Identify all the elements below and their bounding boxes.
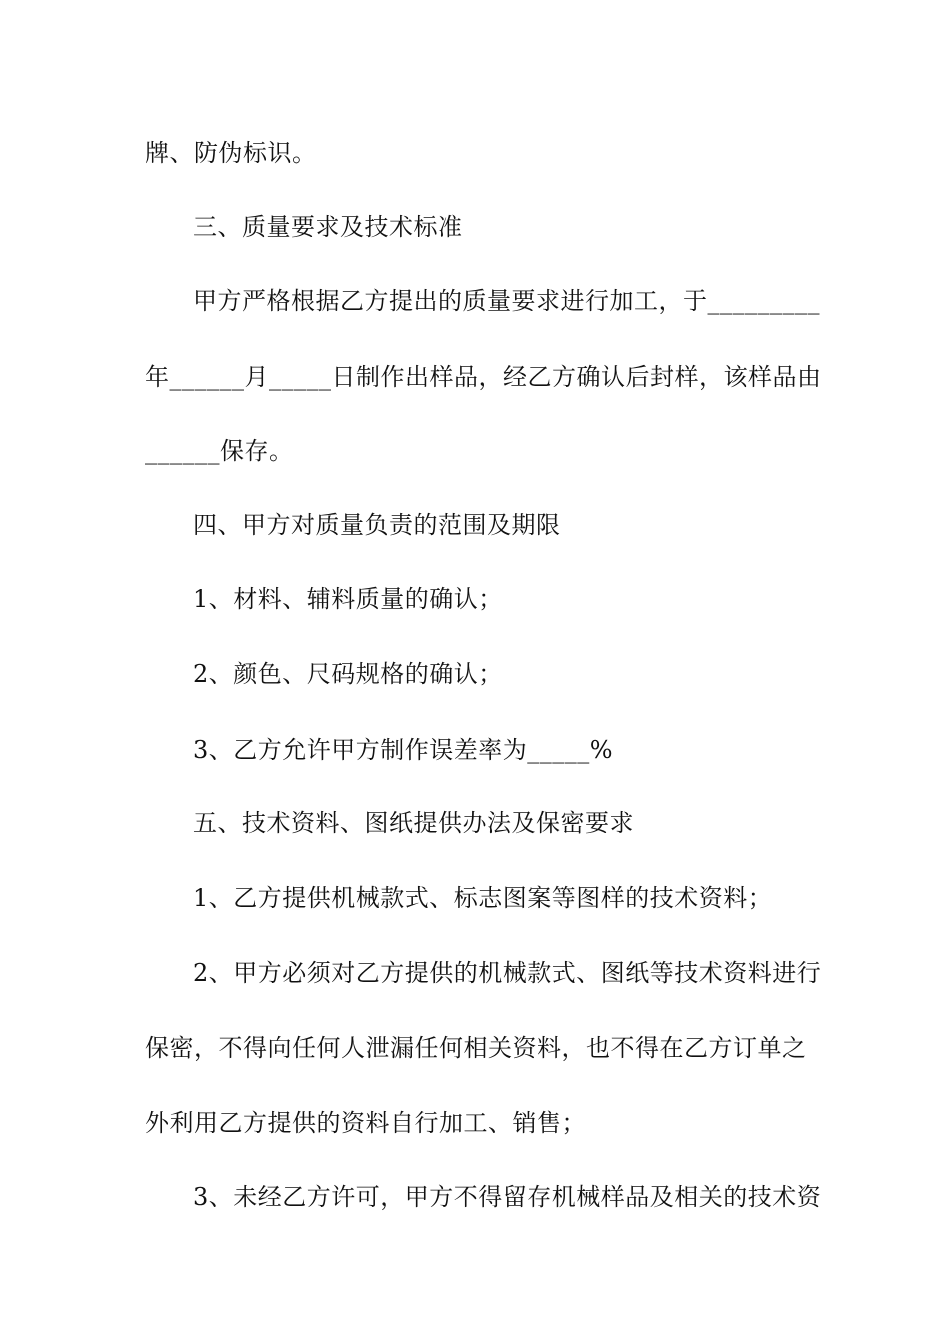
list-item: 3、乙方允许甲方制作误差率为_____% (193, 736, 614, 764)
paragraph-line: ______保存。 (145, 437, 294, 465)
section-heading: 四、甲方对质量负责的范围及期限 (193, 511, 561, 539)
paragraph-line: 甲方严格根据乙方提出的质量要求进行加工，于_________ (193, 287, 820, 315)
list-item: 3、未经乙方许可，甲方不得留存机械样品及相关的技术资 (193, 1183, 822, 1211)
section-heading: 三、质量要求及技术标准 (193, 213, 463, 241)
list-item: 1、材料、辅料质量的确认； (193, 585, 503, 613)
list-item: 2、颜色、尺码规格的确认； (193, 660, 503, 688)
paragraph-line: 外利用乙方提供的资料自行加工、销售； (145, 1109, 586, 1137)
paragraph-line: 年______月_____日制作出样品，经乙方确认后封样，该样品由 (145, 363, 822, 391)
section-heading: 五、技术资料、图纸提供办法及保密要求 (193, 809, 634, 837)
paragraph-line: 牌、防伪标识。 (145, 139, 317, 167)
list-item: 1、乙方提供机械款式、标志图案等图样的技术资料； (193, 884, 773, 912)
list-item: 2、甲方必须对乙方提供的机械款式、图纸等技术资料进行 (193, 959, 822, 987)
paragraph-line: 保密，不得向任何人泄漏任何相关资料，也不得在乙方订单之 (145, 1034, 807, 1062)
